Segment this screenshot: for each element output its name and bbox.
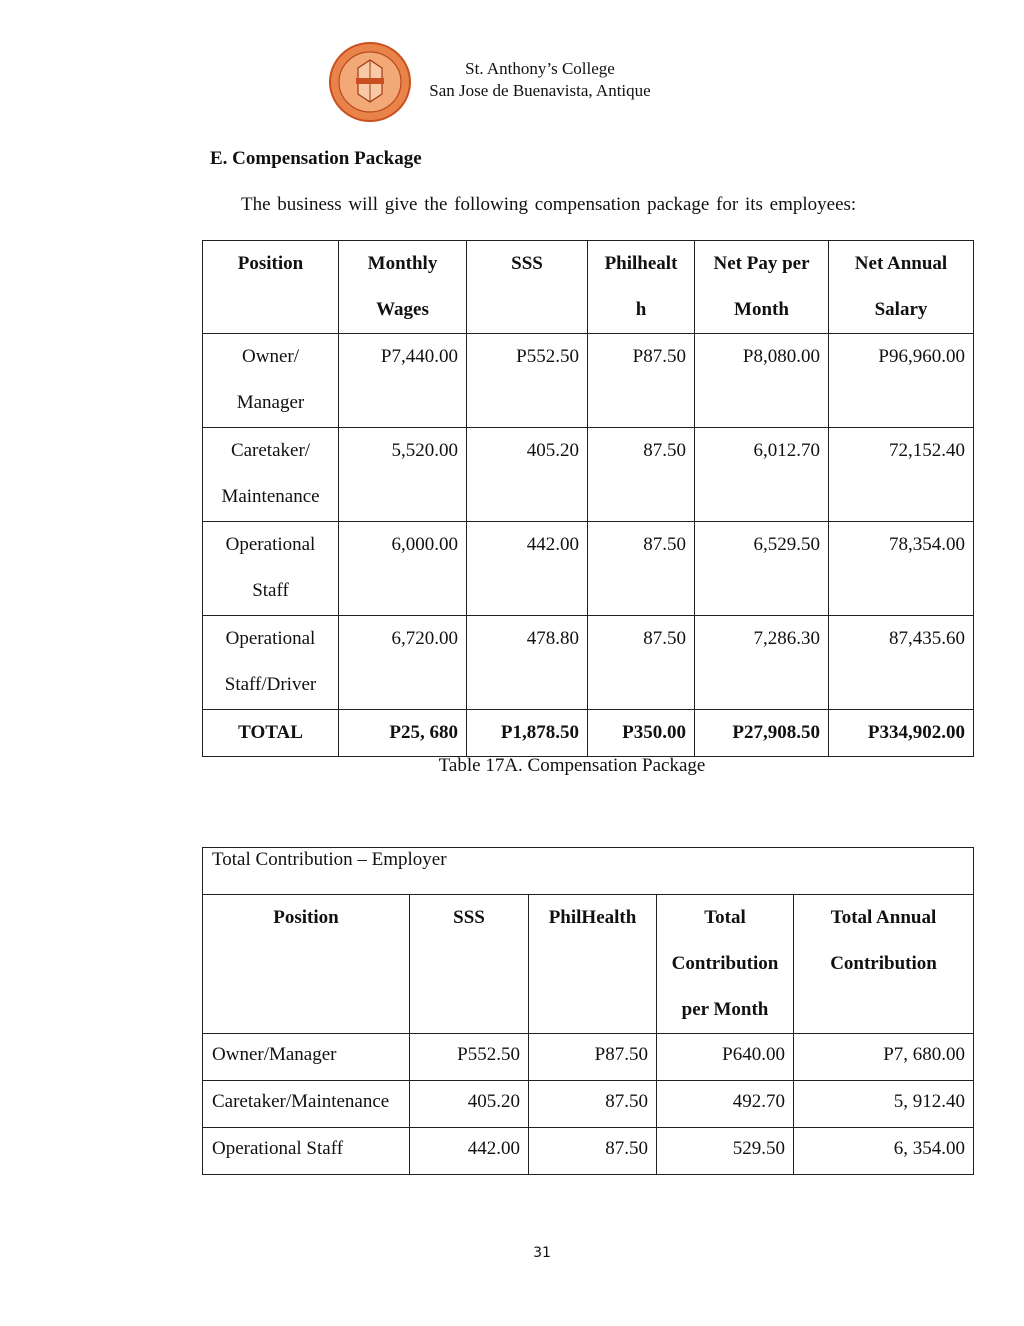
- header-position: Position: [203, 895, 410, 1034]
- table-row: [203, 428, 974, 522]
- table-cell: 87.50: [588, 428, 695, 522]
- total-label: TOTAL: [203, 710, 339, 757]
- intro-paragraph: The business will give the following compensation package for its employees:: [241, 194, 857, 215]
- table-cell: 6,720.00: [339, 616, 467, 710]
- table-cell: 442.00: [467, 522, 588, 616]
- page-number: 31: [533, 1245, 551, 1261]
- table-cell: P640.00: [657, 1034, 794, 1081]
- table-header-row: [203, 895, 974, 1034]
- table-cell: P96,960.00: [829, 334, 974, 428]
- position-cell: Operational Staff: [203, 1128, 410, 1175]
- section-title: E. Compensation Package: [210, 148, 422, 169]
- header-net-annual: Net Annual Salary: [829, 241, 974, 334]
- table-cell: P7,440.00: [339, 334, 467, 428]
- table-title: Total Contribution – Employer: [203, 848, 974, 895]
- table-cell: P552.50: [467, 334, 588, 428]
- employer-contribution-table: [202, 847, 974, 1175]
- table-row: [203, 334, 974, 428]
- header-net-pay: Net Pay per Month: [695, 241, 829, 334]
- table-row: [203, 1034, 974, 1081]
- table-cell: 7,286.30: [695, 616, 829, 710]
- table-caption: Table 17A. Compensation Package: [438, 755, 706, 776]
- position-cell: Owner/Manager: [203, 1034, 410, 1081]
- header-total-contribution: Total Contribution per Month: [657, 895, 794, 1034]
- total-cell: P334,902.00: [829, 710, 974, 757]
- position-cell: Caretaker/Maintenance: [203, 1081, 410, 1128]
- college-seal-logo: [316, 42, 424, 122]
- table-row: [203, 1081, 974, 1128]
- position-cell: Operational Staff: [203, 522, 339, 616]
- table-cell: 6, 354.00: [794, 1128, 974, 1175]
- table-cell: 405.20: [410, 1081, 529, 1128]
- header-philhealth: PhilHealth: [529, 895, 657, 1034]
- header-philhealth: Philhealt h: [588, 241, 695, 334]
- table-cell: 405.20: [467, 428, 588, 522]
- table-cell: P552.50: [410, 1034, 529, 1081]
- table-cell: P87.50: [529, 1034, 657, 1081]
- total-row: [203, 710, 974, 757]
- total-cell: P350.00: [588, 710, 695, 757]
- table-cell: 87.50: [529, 1081, 657, 1128]
- compensation-table: [202, 240, 974, 757]
- table-cell: 478.80: [467, 616, 588, 710]
- table-cell: 87.50: [588, 616, 695, 710]
- table-cell: P7, 680.00: [794, 1034, 974, 1081]
- position-cell: Owner/ Manager: [203, 334, 339, 428]
- table-row: [203, 1128, 974, 1175]
- table-row: [203, 616, 974, 710]
- table-cell: 87,435.60: [829, 616, 974, 710]
- table-cell: 6,000.00: [339, 522, 467, 616]
- total-cell: P27,908.50: [695, 710, 829, 757]
- table-cell: 6,529.50: [695, 522, 829, 616]
- header-monthly-wages: Monthly Wages: [339, 241, 467, 334]
- school-name: St. Anthony’s College: [465, 59, 615, 78]
- table-cell: 78,354.00: [829, 522, 974, 616]
- header-position: Position: [203, 241, 339, 334]
- header-sss: SSS: [410, 895, 529, 1034]
- position-cell: Caretaker/ Maintenance: [203, 428, 339, 522]
- school-location: San Jose de Buenavista, Antique: [429, 81, 651, 100]
- table-cell: 442.00: [410, 1128, 529, 1175]
- table-row: [203, 522, 974, 616]
- table-cell: P87.50: [588, 334, 695, 428]
- table-title-row: [203, 848, 974, 895]
- table-cell: P8,080.00: [695, 334, 829, 428]
- table-cell: 6,012.70: [695, 428, 829, 522]
- table-cell: 72,152.40: [829, 428, 974, 522]
- table-cell: 529.50: [657, 1128, 794, 1175]
- page-header: [0, 0, 1024, 130]
- header-total-annual: Total Annual Contribution: [794, 895, 974, 1034]
- table-header-row: [203, 241, 974, 334]
- header-sss: SSS: [467, 241, 588, 334]
- table-cell: 5,520.00: [339, 428, 467, 522]
- total-cell: P25, 680: [339, 710, 467, 757]
- position-cell: Operational Staff/Driver: [203, 616, 339, 710]
- total-cell: P1,878.50: [467, 710, 588, 757]
- table-cell: 87.50: [529, 1128, 657, 1175]
- table-cell: 87.50: [588, 522, 695, 616]
- table-cell: 492.70: [657, 1081, 794, 1128]
- table-cell: 5, 912.40: [794, 1081, 974, 1128]
